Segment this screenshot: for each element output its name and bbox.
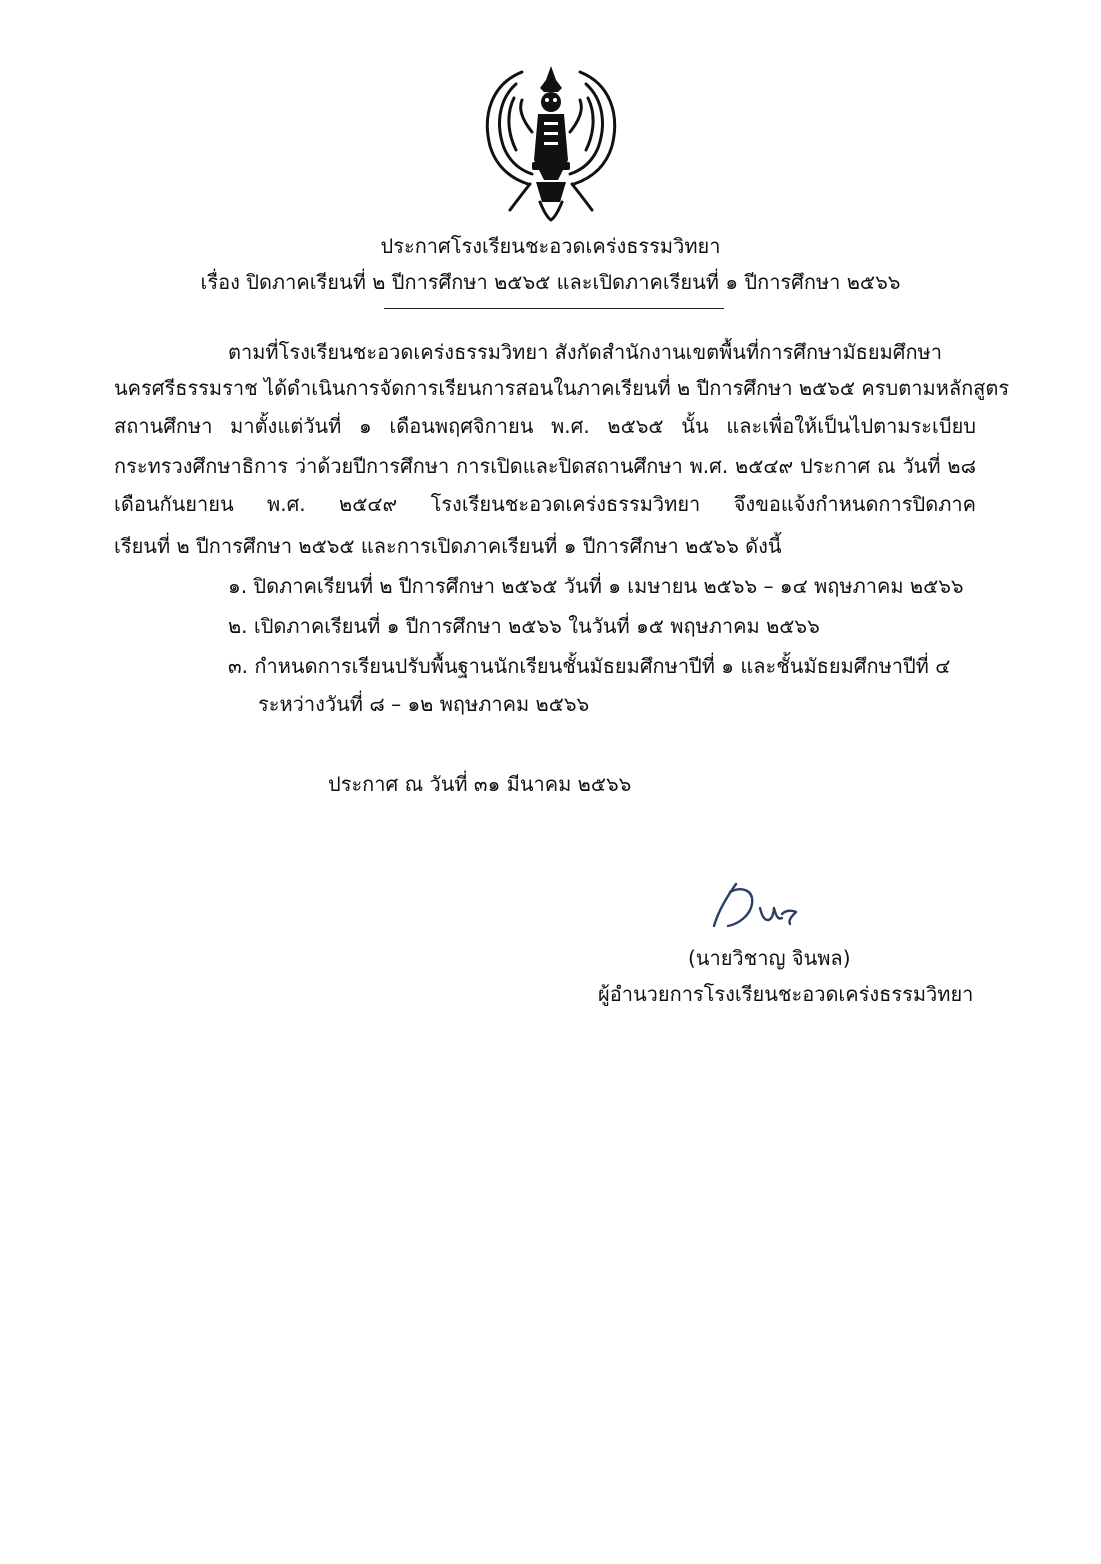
handwritten-signature-icon [708, 880, 808, 936]
paragraph-line-5: เดือนกันยายน พ.ศ. ๒๕๔๙ โรงเรียนชะอวดเคร่งธรรมวิทยา จึงขอแจ้งกำหนดการปิดภาค [114, 492, 976, 516]
announcement-title: ประกาศโรงเรียนชะอวดเคร่งธรรมวิทยา [380, 234, 721, 258]
paragraph-line-2: นครศรีธรรมราช ได้ดำเนินการจัดการเรียนการสอนในภาคเรียนที่ ๒ ปีการศึกษา ๒๕๖๕ ครบตามหลักสูตร [114, 376, 1010, 400]
list-item-2: ๒. เปิดภาคเรียนที่ ๑ ปีการศึกษา ๒๕๖๖ ในวันที่ ๑๕ พฤษภาคม ๒๕๖๖ [228, 614, 820, 638]
garuda-emblem-icon [470, 62, 632, 224]
title-divider [384, 308, 724, 309]
paragraph-line-4: กระทรวงศึกษาธิการ ว่าด้วยปีการศึกษา การเปิดและปิดสถานศึกษา พ.ศ. ๒๕๔๙ ประกาศ ณ วันที่ ๒๘ [114, 454, 976, 478]
signatory-position: ผู้อำนวยการโรงเรียนชะอวดเคร่งธรรมวิทยา [598, 982, 974, 1006]
list-item-3-continuation: ระหว่างวันที่ ๘ – ๑๒ พฤษภาคม ๒๕๖๖ [258, 692, 590, 716]
paragraph-line-1: ตามที่โรงเรียนชะอวดเคร่งธรรมวิทยา สังกัดสำนักงานเขตพื้นที่การศึกษามัธยมศึกษา [228, 340, 942, 364]
paragraph-line-6: เรียนที่ ๒ ปีการศึกษา ๒๕๖๕ และการเปิดภาคเรียนที่ ๑ ปีการศึกษา ๒๕๖๖ ดังนี้ [114, 534, 782, 558]
list-item-3: ๓. กำหนดการเรียนปรับพื้นฐานนักเรียนชั้นมัธยมศึกษาปีที่ ๑ และชั้นมัธยมศึกษาปีที่ ๔ [228, 654, 951, 678]
announcement-date: ประกาศ ณ วันที่ ๓๑ มีนาคม ๒๕๖๖ [328, 772, 632, 796]
announcement-subject: เรื่อง ปิดภาคเรียนที่ ๒ ปีการศึกษา ๒๕๖๕ และเปิดภาคเรียนที่ ๑ ปีการศึกษา ๒๕๖๖ [200, 270, 901, 294]
signatory-name: (นายวิชาญ จินพล) [688, 946, 851, 970]
list-item-1: ๑. ปิดภาคเรียนที่ ๒ ปีการศึกษา ๒๕๖๕ วันที่ ๑ เมษายน ๒๕๖๖ – ๑๔ พฤษภาคม ๒๕๖๖ [228, 574, 964, 598]
paragraph-line-3: สถานศึกษา มาตั้งแต่วันที่ ๑ เดือนพฤศจิกายน พ.ศ. ๒๕๖๕ นั้น และเพื่อให้เป็นไปตามระเบียบ [114, 414, 976, 438]
